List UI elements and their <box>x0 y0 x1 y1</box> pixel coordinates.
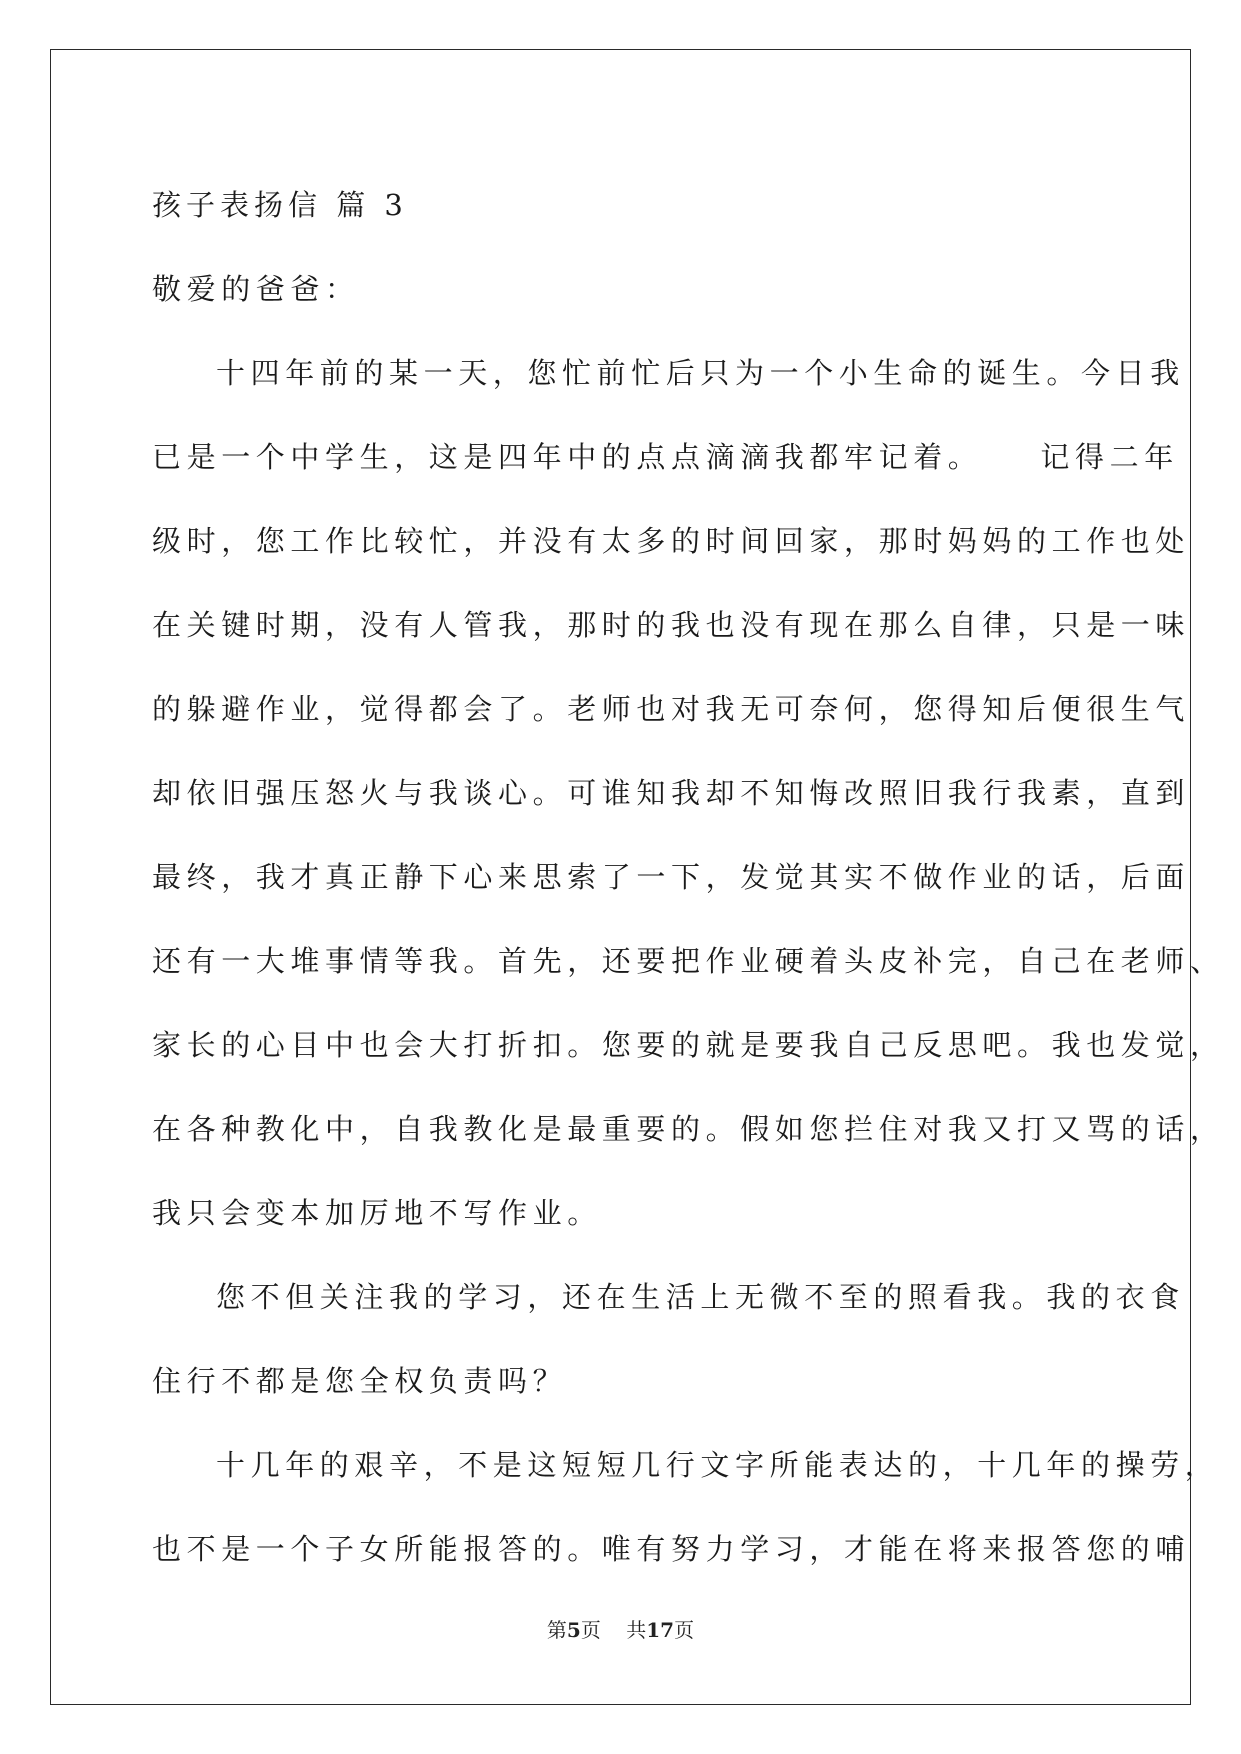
paragraph-line: 最终，我才真正静下心来思索了一下，发觉其实不做作业的话，后面 <box>152 860 1191 894</box>
paragraph-line <box>152 415 1179 499</box>
page-prefix: 第 <box>546 1618 567 1642</box>
paragraph-line: 您不但关注我的学习，还在生活上无微不至的照看我。我的衣食 <box>216 1280 1185 1314</box>
paragraph-line: 家长的心目中也会大打折扣。您要的就是要我自己反思吧。我也发觉， <box>152 1028 1225 1062</box>
paragraph-line: 十四年前的某一天，您忙前忙后只为一个小生命的诞生。今日我 <box>216 356 1185 390</box>
page-suffix: 页 <box>580 1618 601 1642</box>
total-suffix: 页 <box>674 1618 695 1642</box>
paragraph-line: 十几年的艰辛，不是这短短几行文字所能表达的，十几年的操劳， <box>216 1448 1220 1482</box>
document-body <box>152 163 1225 1591</box>
paragraph-line: 我只会变本加厉地不写作业。 <box>152 1196 602 1230</box>
paragraph-text: 已是一个中学生，这是四年中的点点滴滴我都牢记着。 <box>152 440 983 474</box>
paragraph-text: 记得二年 <box>1040 440 1179 474</box>
paragraph-line: 在关键时期，没有人管我，那时的我也没有现在那么自律，只是一味 <box>152 608 1191 642</box>
page-footer <box>0 1614 1241 1643</box>
paragraph-line: 的躲避作业，觉得都会了。老师也对我无可奈何，您得知后便很生气 <box>152 692 1191 726</box>
paragraph-line: 还有一大堆事情等我。首先，还要把作业硬着头皮补完，自己在老师、 <box>152 944 1225 978</box>
paragraph-line: 也不是一个子女所能报答的。唯有努力学习，才能在将来报答您的哺 <box>152 1532 1191 1566</box>
paragraph-line: 住行不都是您全权负责吗？ <box>152 1364 568 1398</box>
total-prefix: 共 <box>626 1618 647 1642</box>
paragraph-line: 却依旧强压怒火与我谈心。可谁知我却不知悔改照旧我行我素，直到 <box>152 776 1191 810</box>
page-number: 5 <box>566 1618 581 1642</box>
document-title: 孩子表扬信 篇 3 <box>152 188 408 222</box>
paragraph-line: 级时，您工作比较忙，并没有太多的时间回家，那时妈妈的工作也处 <box>152 524 1191 558</box>
total-pages: 17 <box>646 1618 675 1642</box>
paragraph-line: 在各种教化中，自我教化是最重要的。假如您拦住对我又打又骂的话， <box>152 1112 1225 1146</box>
salutation: 敬爱的爸爸： <box>152 272 360 306</box>
